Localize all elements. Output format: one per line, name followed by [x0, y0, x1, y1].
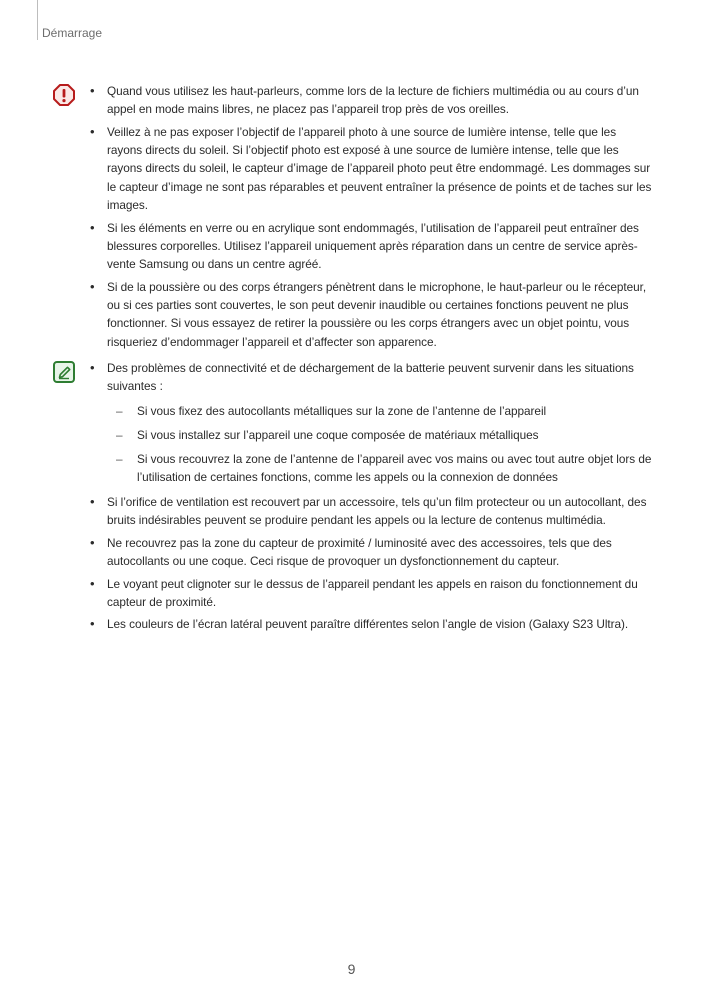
note-section: [52, 359, 652, 638]
sub-list-item: – Si vous installez sur l’appareil une coque composée de matériaux métalliques: [116, 427, 539, 442]
list-item: • Si les éléments en verre ou en acrylique sont endommagés, l’utilisation de l’appareil peut entraîner des blessures corporelles. Utilisez l’appareil uniquement après réparation dans un centre de service après-vente Samsung ou dans un centre agréé.: [90, 219, 639, 272]
list-item: • Les couleurs de l’écran latéral peuvent paraître différentes selon l’angle de vision (Galaxy S23 Ultra).: [90, 616, 629, 632]
sub-list-item: – Si vous fixez des autocollants métalliques sur la zone de l’antenne de l’appareil: [116, 403, 547, 418]
note-list: [52, 359, 652, 634]
list-item: • Si de la poussière ou des corps étrangers pénètrent dans le microphone, le haut-parleur ou le récepteur, ou si ces parties sont couvertes, le son peut devenir inaudible ou certaines fonctions peuvent ne plus fonctionner. Si vous essayez de retirer la poussière ou les corps étrangers avec un objet pointu, vous risqueriez d’endommager l’appareil et d’affecter son apparence.: [90, 278, 647, 349]
page-number: 9: [347, 961, 356, 977]
header-rule: [37, 0, 38, 40]
note-icon: [52, 360, 76, 384]
caution-icon: [52, 83, 76, 107]
note-sub-list: [107, 402, 652, 487]
caution-section: [52, 82, 652, 355]
caution-list: [52, 82, 652, 351]
list-item: • Quand vous utilisez les haut-parleurs, comme lors de la lecture de fichiers multimédia ou au cours d’un appel en mode mains libres, ne placez pas l’appareil trop près de vos oreilles.: [90, 83, 639, 117]
list-item: • Des problèmes de connectivité et de déchargement de la batterie peuvent survenir dans les situations suivantes : – Si vous fixez des autocollants métalliques sur la zone de l’antenne de l’appareil – Si vous installez sur l’appareil une coque composée de matériaux métalliques – Si vous recouvrez la zone de l’antenne de l’appareil avec vos mains ou avec tout autre objet lors de l’utilisation de certaines fonctions, comme les appels ou la connexion de données: [107, 359, 652, 487]
list-item: • Veillez à ne pas exposer l’objectif de l’appareil photo à une source de lumière intense, telle que les rayons directs du soleil. Si l’objectif photo est exposé à une source de lumière intense, telle que les rayons directs du soleil, le capteur d’image de l’appareil photo peut être endommagé. Les dommages sur le capteur d’image ne sont pas réparables et peuvent entraîner la présence de points et de taches sur les images.: [90, 123, 652, 213]
list-item: • Le voyant peut clignoter sur le dessus de l’appareil pendant les appels en raison du fonctionnement du capteur de proximité.: [90, 575, 638, 609]
list-item: • Si l’orifice de ventilation est recouvert par un accessoire, tels qu’un film protecteur ou un autocollant, des bruits indésirables peuvent se produire pendant les appels ou la lecture de contenus multimédia.: [90, 493, 647, 528]
sub-list-item: – Si vous recouvrez la zone de l’antenne de l’appareil avec vos mains ou avec tout autre objet lors de l’utilisation de certaines fonctions, comme les appels ou la connexion de données: [116, 452, 652, 485]
list-item: • Ne recouvrez pas la zone du capteur de proximité / luminosité avec des accessoires, tels que des autocollants ou une coque. Ceci risque de provoquer un dysfonctionnement du capteur.: [90, 534, 612, 568]
page-header-title: Démarrage: [42, 26, 103, 40]
